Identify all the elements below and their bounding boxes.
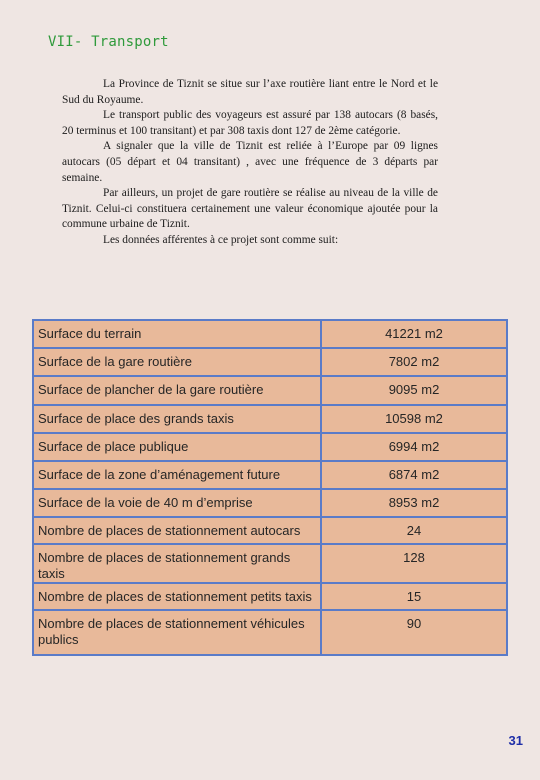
row-value: 6994 m2	[321, 433, 507, 461]
table-row	[33, 544, 507, 583]
paragraph: A signaler que la ville de Tiznit est reliée à l’Europe par 09 lignes autocars (05 départ et 04 transitant) , avec une fréquence de 3 départs par semaine.	[62, 140, 438, 184]
row-value: 6874 m2	[321, 461, 507, 489]
table-row	[33, 405, 507, 433]
row-label: Surface de place publique	[33, 433, 321, 461]
row-label: Surface du terrain	[33, 320, 321, 348]
table-row	[33, 583, 507, 610]
table-row	[33, 461, 507, 489]
row-value: 9095 m2	[321, 376, 507, 405]
row-value: 8953 m2	[321, 489, 507, 517]
row-label: Surface de place des grands taxis	[33, 405, 321, 433]
row-label: Nombre de places de stationnement petits taxis	[33, 583, 321, 610]
project-data-table	[32, 319, 508, 656]
row-label: Surface de la zone d’aménagement future	[33, 461, 321, 489]
row-value: 24	[321, 517, 507, 544]
row-label: Nombre de places de stationnement véhicules publics	[33, 610, 321, 655]
row-value: 15	[321, 583, 507, 610]
section-title: VII- Transport	[48, 34, 169, 50]
table-row	[33, 489, 507, 517]
paragraph: La Province de Tiznit se situe sur l’axe routière liant entre le Nord et le Sud du Royaume.	[62, 78, 438, 106]
paragraph: Le transport public des voyageurs est assuré par 138 autocars (8 basés, 20 terminus et 100 transitant) et par 308 taxis dont 127 de 2ème catégorie.	[62, 109, 438, 137]
table-row	[33, 610, 507, 655]
row-label: Nombre de places de stationnement grands taxis	[33, 544, 321, 583]
row-value: 7802 m2	[321, 348, 507, 376]
row-label: Nombre de places de stationnement autocars	[33, 517, 321, 544]
table-row	[33, 517, 507, 544]
table-row	[33, 433, 507, 461]
table-row	[33, 376, 507, 405]
row-value: 10598 m2	[321, 405, 507, 433]
row-value: 41221 m2	[321, 320, 507, 348]
table-row	[33, 348, 507, 376]
page-number: 31	[508, 733, 523, 748]
row-value: 90	[321, 610, 507, 655]
row-label: Surface de la voie de 40 m d’emprise	[33, 489, 321, 517]
paragraph: Les données afférentes à ce projet sont comme suit:	[103, 233, 339, 246]
row-label: Surface de plancher de la gare routière	[33, 376, 321, 405]
row-value: 128	[321, 544, 507, 583]
paragraph: Par ailleurs, un projet de gare routière se réalise au niveau de la ville de Tiznit. Celui-ci constituera certainement une valeur économique ajoutée pour la commune urbaine de Tiznit.	[62, 187, 438, 231]
body-text	[62, 77, 438, 249]
table-row	[33, 320, 507, 348]
row-label: Surface de la gare routière	[33, 348, 321, 376]
